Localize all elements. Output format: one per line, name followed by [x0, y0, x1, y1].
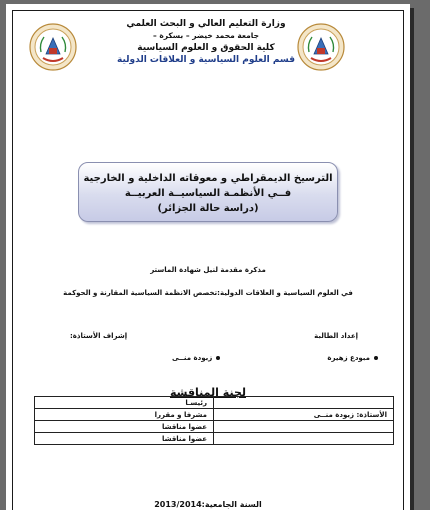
table-row	[35, 421, 394, 433]
jury-role-cell: عضوا مناقشا	[35, 421, 214, 433]
supervisor-name	[172, 354, 220, 362]
jury-role-cell: مشرفا و مقررا	[35, 409, 214, 421]
document-page	[6, 4, 410, 510]
jury-name-cell: الأستاذة: زبودة منــى	[214, 409, 394, 421]
faculty-name: كلية الحقوق و العلوم السياسية	[137, 43, 275, 53]
page-shadow	[410, 8, 414, 510]
thesis-title-box	[78, 162, 338, 222]
student-name-text: مبودع زهيرة	[327, 354, 370, 362]
university-emblem-icon	[28, 22, 78, 72]
department-name: قسم العلوم السياسية و العلاقات الدولية	[117, 55, 295, 65]
title-line-1: الترسيخ الديمقراطي و معوقاته الداخلية و الخارجية	[83, 173, 333, 184]
title-line-2: فــي الأنظمـة السياسيــة العربيــة	[124, 188, 292, 199]
institution-header	[106, 18, 306, 66]
bullet-icon	[374, 356, 378, 360]
table-row	[35, 433, 394, 445]
table-row	[35, 397, 394, 409]
field-statement: في العلوم السياسية و العلاقات الدولية:تخصص الانظمة السياسية المقارنة و الحوكمة	[63, 289, 353, 297]
ministry-name: وزارة التعليم العالي و البحث العلمي	[126, 19, 286, 29]
jury-name-cell	[214, 421, 394, 433]
supervisor-label: إشراف الأستاذة:	[70, 332, 128, 340]
jury-name-cell	[214, 397, 394, 409]
student-label: إعداد الطالبة	[314, 332, 358, 340]
jury-role-cell: عضوا مناقشا	[35, 433, 214, 445]
student-name	[327, 354, 378, 362]
bullet-icon	[216, 356, 220, 360]
table-row	[35, 409, 394, 421]
degree-statement: مذكرة مقدمة لنيل شهادة الماستر	[150, 266, 266, 274]
jury-title-text: لجنة المناقشة	[169, 386, 246, 399]
supervisor-name-text: زبودة منــى	[172, 354, 213, 362]
university-name: جامعة محمد خيضر – بسكرة –	[152, 31, 260, 40]
academic-year: السنة الجامعية:2013/2014	[154, 500, 262, 509]
jury-table	[34, 396, 394, 445]
jury-name-cell	[214, 433, 394, 445]
title-line-3: (دراسة حالة الجزائر)	[157, 203, 259, 214]
jury-role-cell: رئيسـا	[35, 397, 214, 409]
